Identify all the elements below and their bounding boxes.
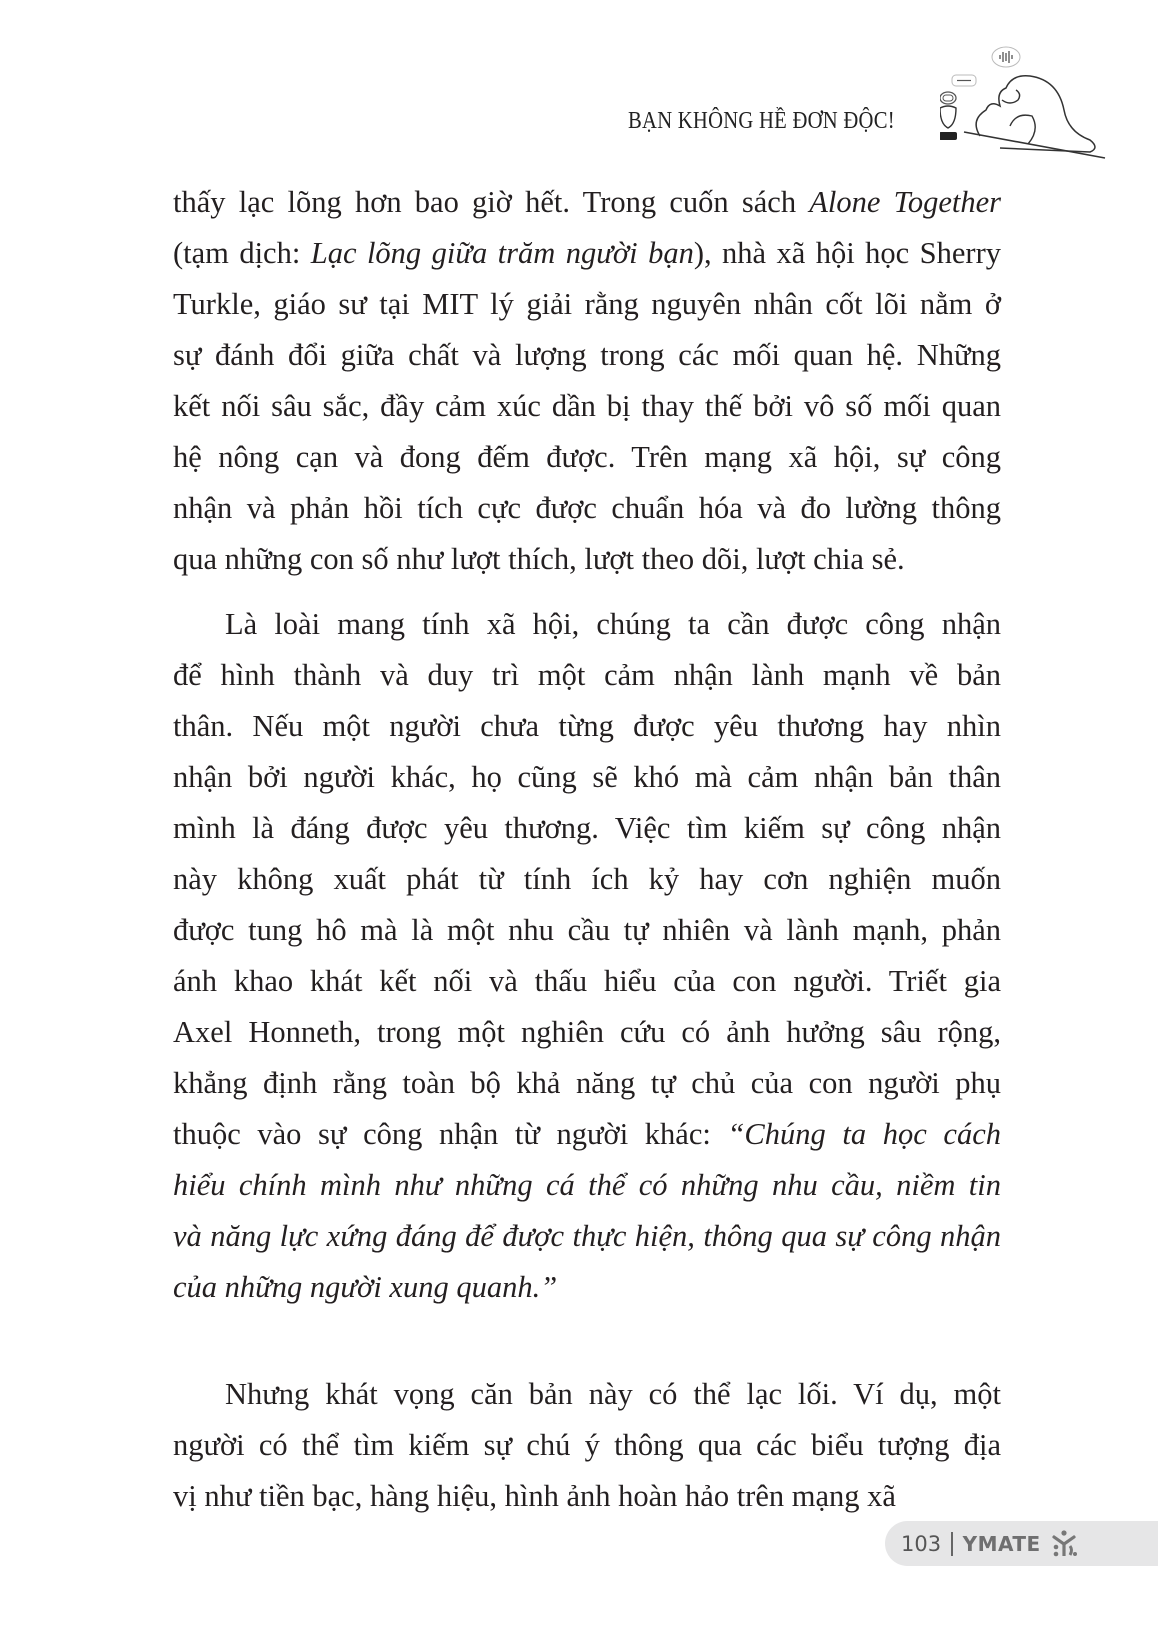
italic-text: hiểu chính mình như những cá thể có những nhu cầu, niềm tin: [173, 1168, 1001, 1202]
italic-text: và năng lực xứng đáng để được thực hiện, thông qua sự công nhận: [173, 1219, 1001, 1253]
paragraph: [173, 1369, 1001, 1522]
text-line: [173, 1369, 1001, 1420]
text-line: [173, 1007, 1001, 1058]
italic-text: Lạc lõng giữa trăm người bạn: [310, 236, 694, 270]
text-line: [173, 599, 1001, 650]
text-segment: sự đánh đổi giữa chất và lượng trong các mối quan hệ. Những: [173, 338, 1001, 372]
text-line: [173, 483, 1001, 534]
running-header-title: BẠN KHÔNG HỀ ĐƠN ĐỘC!: [628, 108, 895, 134]
text-segment: hệ nông cạn và đong đếm được. Trên mạng xã hội, sự công: [173, 440, 1001, 474]
publisher-brand: YMATE: [962, 1531, 1041, 1556]
text-line: [173, 701, 1001, 752]
text-segment: vị như tiền bạc, hàng hiệu, hình ảnh hoàn hảo trên mạng xã: [173, 1479, 896, 1513]
text-segment: mình là đáng được yêu thương. Việc tìm kiếm sự công nhận: [173, 811, 1001, 845]
text-line: [173, 1211, 1001, 1262]
text-line: [173, 956, 1001, 1007]
text-segment: Nhưng khát vọng căn bản này có thể lạc lối. Ví dụ, một: [225, 1377, 1001, 1411]
text-segment: để hình thành và duy trì một cảm nhận lành mạnh về bản: [173, 658, 1001, 692]
italic-text: Alone Together: [809, 185, 1001, 219]
text-segment: này không xuất phát từ tính ích kỷ hay cơn nghiện muốn: [173, 862, 1001, 896]
page-number: 103: [901, 1531, 942, 1556]
text-line: [173, 650, 1001, 701]
text-segment: Turkle, giáo sư tại MIT lý giải rằng nguyên nhân cốt lõi nằm ở: [173, 287, 1001, 321]
text-segment: Là loài mang tính xã hội, chúng ta cần được công nhận: [225, 607, 1001, 641]
ymate-logo-icon: [1049, 1529, 1079, 1559]
text-segment: nhận bởi người khác, họ cũng sẽ khó mà cảm nhận bản thân: [173, 760, 1001, 794]
text-segment: thân. Nếu một người chưa từng được yêu thương hay nhìn: [173, 709, 1001, 743]
text-segment: ánh khao khát kết nối và thấu hiểu của con người. Triết gia: [173, 964, 1001, 998]
text-segment: qua những con số như lượt thích, lượt theo dõi, lượt chia sẻ.: [173, 542, 905, 576]
page-footer: [885, 1521, 1158, 1566]
paragraph: [173, 599, 1001, 1313]
text-segment: kết nối sâu sắc, đầy cảm xúc dần bị thay thế bởi vô số mối quan: [173, 389, 1001, 423]
text-segment: được tung hô mà là một nhu cầu tự nhiên và lành mạnh, phản: [173, 913, 1001, 947]
text-line: [173, 228, 1001, 279]
text-line: [173, 905, 1001, 956]
text-line: [173, 177, 1001, 228]
text-line: [173, 1420, 1001, 1471]
robot-and-seal-illustration-icon: [940, 40, 1110, 160]
text-segment: thấy lạc lõng hơn bao giờ hết. Trong cuốn sách: [173, 185, 810, 219]
text-line: [173, 1058, 1001, 1109]
text-line: [173, 279, 1001, 330]
text-line: [173, 854, 1001, 905]
text-line: [173, 1160, 1001, 1211]
text-line: [173, 1471, 1001, 1522]
text-segment: người có thể tìm kiếm sự chú ý thông qua các biểu tượng địa: [173, 1428, 1001, 1462]
text-segment: nhận và phản hồi tích cực được chuẩn hóa và đo lường thông: [173, 491, 1001, 525]
text-segment: ), nhà xã hội học Sherry: [693, 236, 1001, 270]
text-line: [173, 330, 1001, 381]
text-segment: Axel Honneth, trong một nghiên cứu có ảnh hưởng sâu rộng,: [173, 1015, 1001, 1049]
footer-divider: [951, 1532, 953, 1556]
text-line: [173, 1262, 1001, 1313]
text-segment: thuộc vào sự công nhận từ người khác:: [173, 1117, 728, 1151]
text-line: [173, 803, 1001, 854]
text-line: [173, 752, 1001, 803]
text-segment: khẳng định rằng toàn bộ khả năng tự chủ của con người phụ: [173, 1066, 1001, 1100]
text-line: [173, 534, 1001, 585]
body-text: [173, 177, 1001, 1522]
paragraph: [173, 177, 1001, 585]
text-line: [173, 432, 1001, 483]
italic-text: “Chúng ta học cách: [727, 1117, 1001, 1151]
text-segment: (tạm dịch:: [173, 236, 311, 270]
italic-text: của những người xung quanh.”: [173, 1270, 558, 1304]
text-line: [173, 381, 1001, 432]
text-line: [173, 1109, 1001, 1160]
